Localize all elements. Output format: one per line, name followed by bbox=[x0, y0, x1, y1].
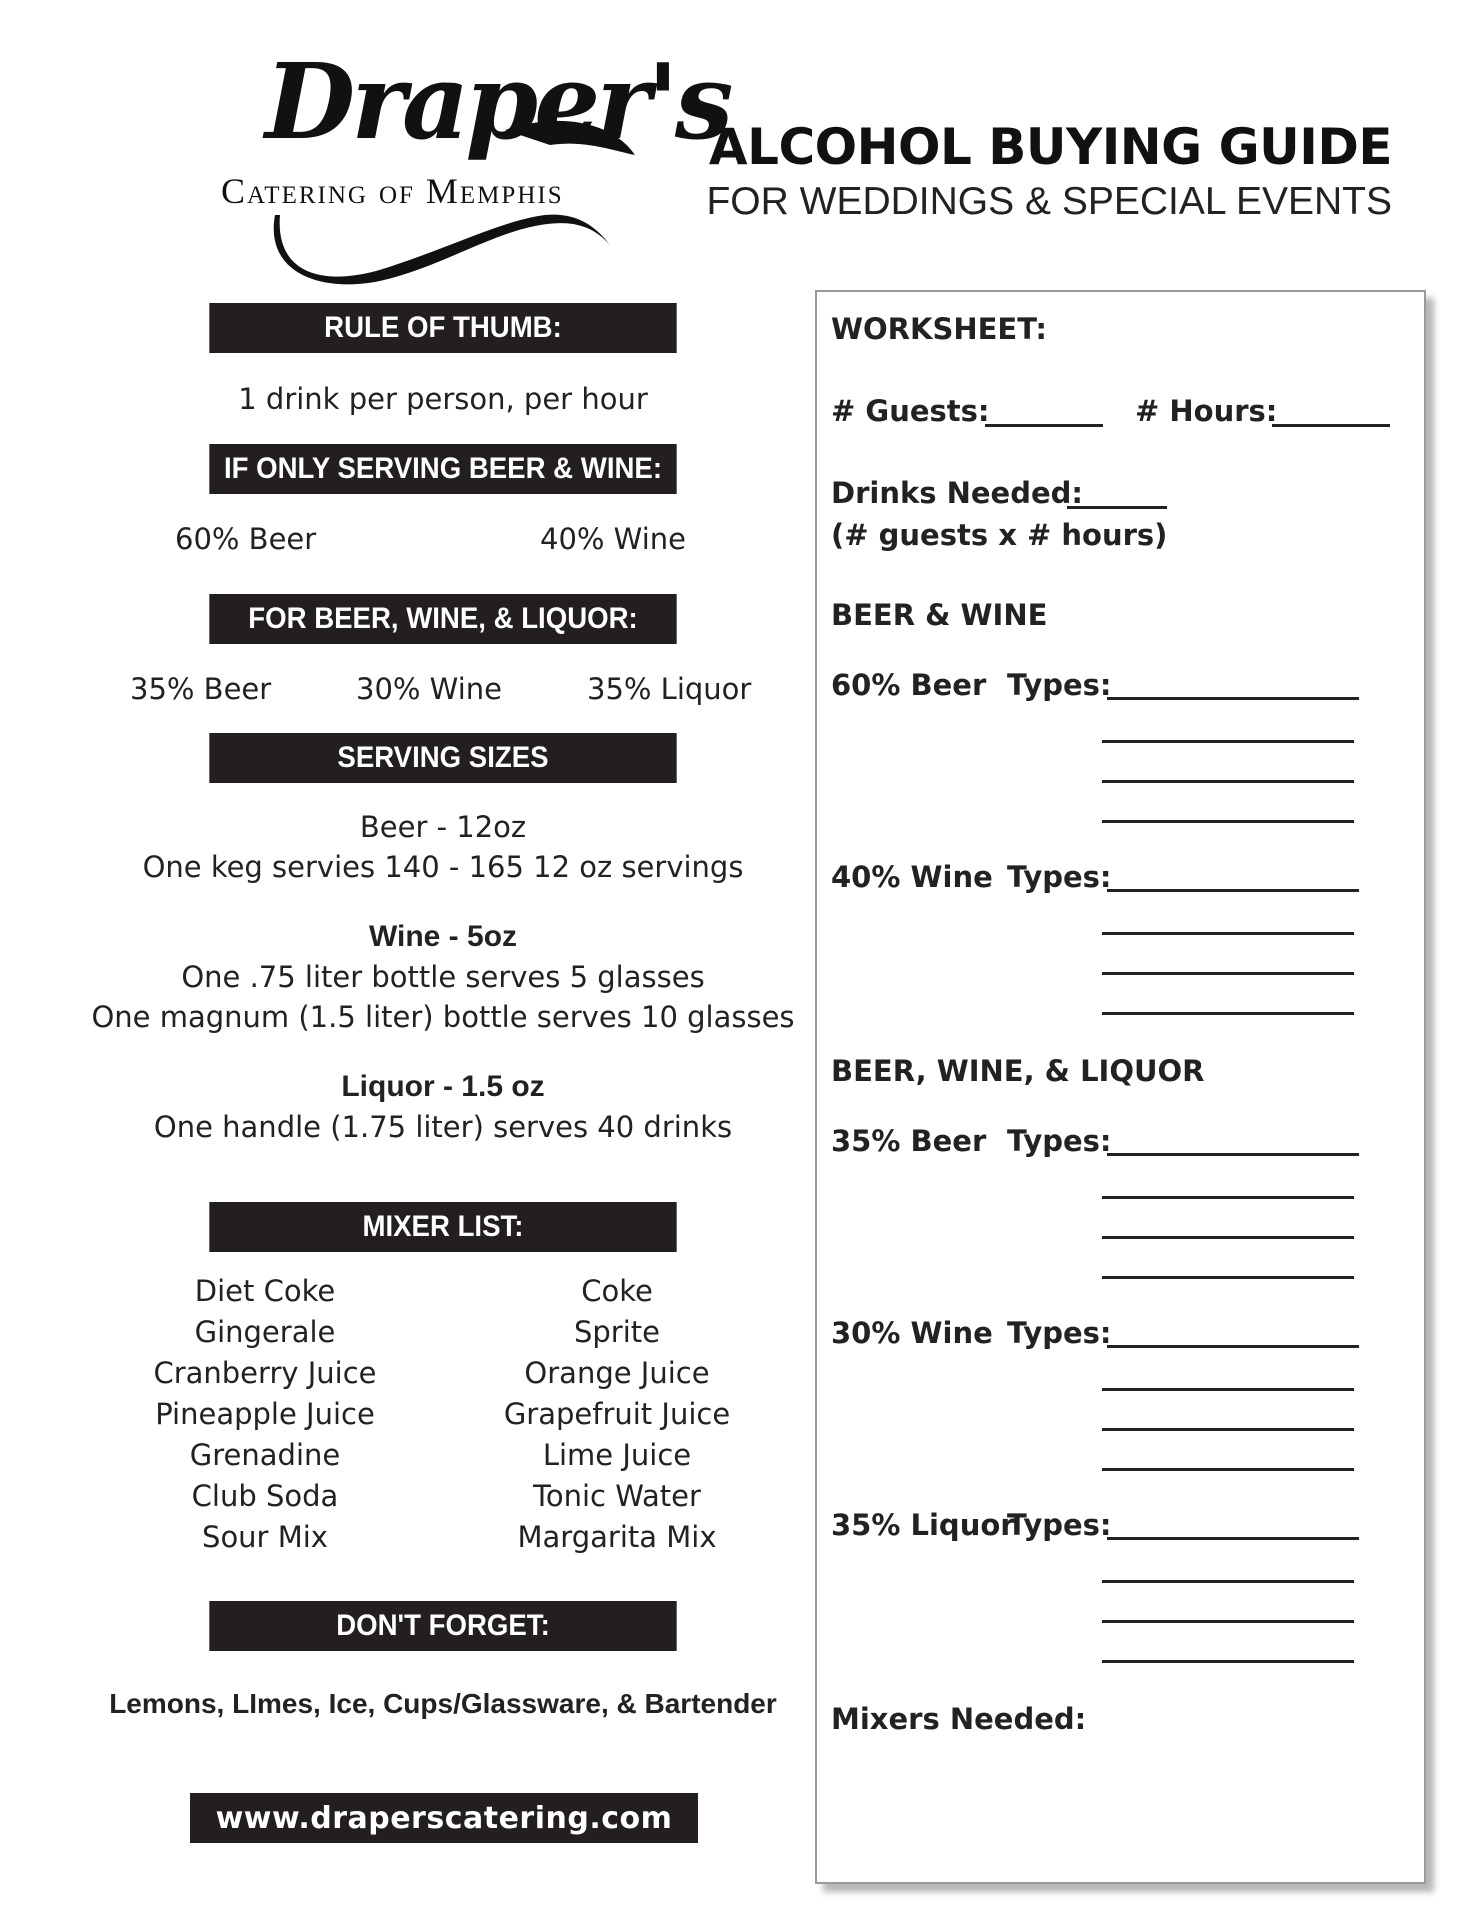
bwl-beer-label: 35% Beer bbox=[831, 1124, 987, 1158]
type-blank[interactable] bbox=[1107, 1537, 1359, 1540]
type-blank[interactable] bbox=[1102, 740, 1354, 743]
type-blank[interactable] bbox=[1102, 1012, 1354, 1015]
type-blank[interactable] bbox=[1107, 1345, 1359, 1348]
type-blank[interactable] bbox=[1102, 1388, 1354, 1391]
drinks-needed-blank[interactable] bbox=[1067, 506, 1167, 509]
serving-sizes-heading: SERVING SIZES bbox=[209, 733, 676, 783]
page-title: ALCOHOL BUYING GUIDE bbox=[708, 118, 1392, 176]
rule-of-thumb-text: 1 drink per person, per hour bbox=[238, 382, 648, 416]
worksheet-heading: WORKSHEET: bbox=[831, 312, 1048, 346]
type-blank[interactable] bbox=[1102, 932, 1354, 935]
drinks-needed-label: Drinks Needed: bbox=[831, 476, 1083, 510]
hours-blank[interactable] bbox=[1272, 424, 1390, 427]
bwl-wine-label: 30% Wine bbox=[831, 1316, 993, 1350]
mixer-list-heading: MIXER LIST: bbox=[209, 1202, 676, 1252]
types-label: Types: bbox=[1007, 1508, 1112, 1542]
bw-wine-label: 40% Wine bbox=[831, 860, 993, 894]
type-blank[interactable] bbox=[1102, 1620, 1354, 1623]
bwl-beer-pct: 35% Beer bbox=[130, 672, 272, 706]
types-label: Types: bbox=[1007, 1124, 1112, 1158]
list-item: Grapefruit Juice bbox=[503, 1397, 731, 1431]
type-blank[interactable] bbox=[1107, 1153, 1359, 1156]
list-item: Diet Coke bbox=[194, 1274, 336, 1308]
mixer-list-left bbox=[95, 1271, 435, 1558]
types-label: Types: bbox=[1007, 860, 1112, 894]
logo-script-wordmark: Draper's bbox=[265, 40, 730, 163]
website-link[interactable]: www.draperscatering.com bbox=[190, 1793, 698, 1843]
type-blank[interactable] bbox=[1102, 1468, 1354, 1471]
list-item: Club Soda bbox=[191, 1479, 339, 1513]
list-item: Tonic Water bbox=[533, 1479, 701, 1513]
type-blank[interactable] bbox=[1102, 972, 1354, 975]
type-blank[interactable] bbox=[1102, 1580, 1354, 1583]
mixers-needed-label: Mixers Needed: bbox=[831, 1702, 1087, 1736]
liquor-serving-title: Liquor - 1.5 oz bbox=[341, 1070, 545, 1103]
drinks-formula: (# guests x # hours) bbox=[831, 518, 1168, 552]
beer-wine-liquor-heading: FOR BEER, WINE, & LIQUOR: bbox=[209, 594, 676, 644]
type-blank[interactable] bbox=[1102, 1276, 1354, 1279]
bwl-liquor-label: 35% Liquor bbox=[831, 1508, 1015, 1542]
type-blank[interactable] bbox=[1107, 889, 1359, 892]
guests-blank[interactable] bbox=[985, 424, 1103, 427]
rule-of-thumb-heading: RULE OF THUMB: bbox=[209, 303, 676, 353]
list-item: Cranberry Juice bbox=[153, 1356, 377, 1390]
types-label: Types: bbox=[1007, 668, 1112, 702]
list-item: Lime Juice bbox=[542, 1438, 692, 1472]
bwl-wine-pct: 30% Wine bbox=[356, 672, 502, 706]
dont-forget-text: Lemons, LImes, Ice, Cups/Glassware, & Bartender bbox=[109, 1688, 777, 1719]
beer-serving-note: One keg servies 140 - 165 12 oz servings bbox=[142, 850, 744, 884]
wine-serving-note-1: One .75 liter bottle serves 5 glasses bbox=[181, 960, 705, 994]
list-item: Sprite bbox=[573, 1315, 660, 1349]
type-blank[interactable] bbox=[1102, 820, 1354, 823]
hours-label: # Hours: bbox=[1135, 394, 1278, 428]
list-item: Orange Juice bbox=[524, 1356, 710, 1390]
beer-wine-wine-pct: 40% Wine bbox=[540, 522, 686, 556]
type-blank[interactable] bbox=[1102, 1660, 1354, 1663]
worksheet-panel bbox=[815, 290, 1426, 1884]
section-beer-wine-liquor: BEER, WINE, & LIQUOR bbox=[831, 1054, 1205, 1088]
type-blank[interactable] bbox=[1102, 780, 1354, 783]
type-blank[interactable] bbox=[1102, 1236, 1354, 1239]
beer-serving-title: Beer - 12oz bbox=[359, 810, 527, 844]
draper-logo bbox=[205, 40, 730, 290]
list-item: Grenadine bbox=[189, 1438, 341, 1472]
types-label: Types: bbox=[1007, 1316, 1112, 1350]
list-item: Margarita Mix bbox=[517, 1520, 717, 1554]
list-item: Coke bbox=[581, 1274, 653, 1308]
list-item: Pineapple Juice bbox=[155, 1397, 375, 1431]
list-item: Gingerale bbox=[194, 1315, 336, 1349]
logo-subtitle: Catering of Memphis bbox=[221, 171, 564, 211]
type-blank[interactable] bbox=[1102, 1196, 1354, 1199]
list-item: Sour Mix bbox=[202, 1520, 328, 1554]
bwl-liquor-pct: 35% Liquor bbox=[587, 672, 752, 706]
bw-beer-label: 60% Beer bbox=[831, 668, 987, 702]
type-blank[interactable] bbox=[1107, 697, 1359, 700]
guests-label: # Guests: bbox=[831, 394, 990, 428]
mixer-list-right bbox=[447, 1271, 787, 1558]
wine-serving-title: Wine - 5oz bbox=[368, 920, 518, 953]
dont-forget-heading: DON'T FORGET: bbox=[209, 1601, 676, 1651]
beer-wine-beer-pct: 60% Beer bbox=[175, 522, 317, 556]
page-subtitle: FOR WEDDINGS & SPECIAL EVENTS bbox=[706, 180, 1392, 223]
section-beer-wine: BEER & WINE bbox=[831, 598, 1048, 632]
liquor-serving-note: One handle (1.75 liter) serves 40 drinks bbox=[153, 1110, 733, 1144]
wine-serving-note-2: One magnum (1.5 liter) bottle serves 10 glasses bbox=[91, 1000, 795, 1034]
beer-wine-heading: IF ONLY SERVING BEER & WINE: bbox=[209, 444, 676, 494]
type-blank[interactable] bbox=[1102, 1428, 1354, 1431]
